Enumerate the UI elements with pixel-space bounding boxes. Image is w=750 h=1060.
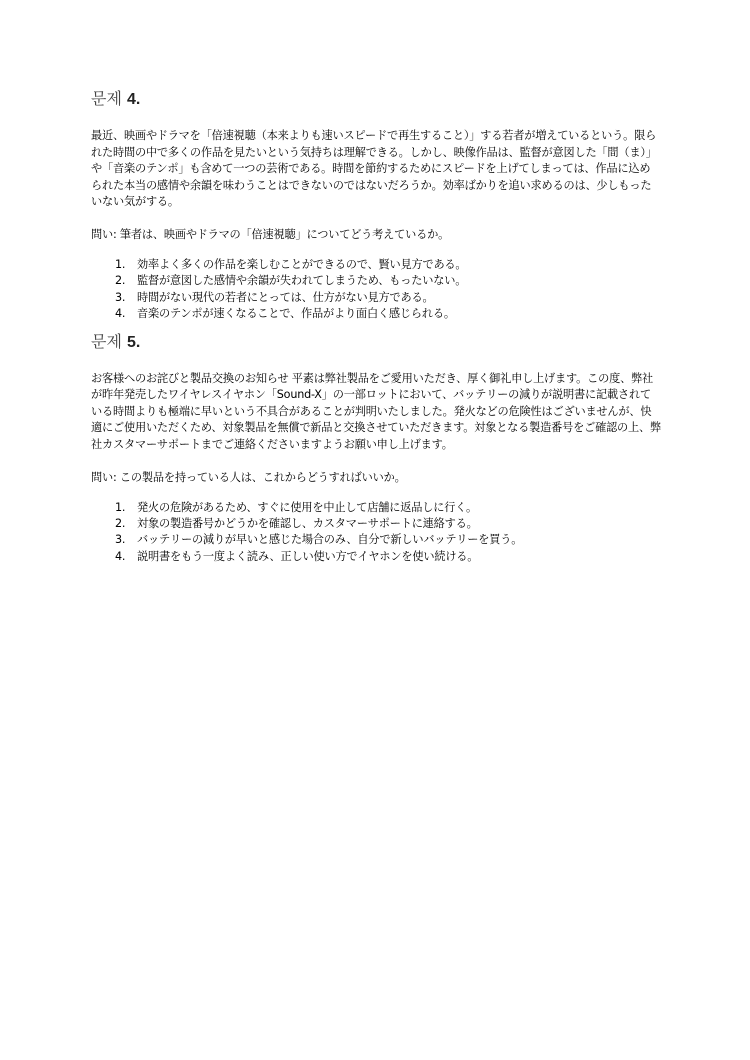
option-text: バッテリーの減りが早いと感じた場合のみ、自分で新しいバッテリーを買う。	[137, 533, 523, 547]
problem-heading	[91, 331, 661, 353]
document-page	[91, 88, 661, 573]
option-number: 4.	[115, 307, 126, 321]
problem-heading	[91, 88, 661, 110]
option-number: 1.	[115, 257, 126, 271]
option-text: 対象の製造番号かどうかを確認し、カスタマーサポートに連絡する。	[137, 516, 478, 530]
answer-option	[115, 532, 661, 548]
answer-option	[115, 273, 661, 289]
answer-options	[91, 500, 661, 566]
option-text: 発火の危険があるため、すぐに使用を中止して店舗に返品しに行く。	[137, 500, 477, 514]
question: 問い: この製品を持っている人は、これからどうすればいいか。	[91, 470, 406, 484]
answer-options	[91, 257, 661, 323]
option-text: 説明書をもう一度よく読み、正しい使い方でイヤホンを使い続ける。	[137, 549, 479, 563]
answer-option	[115, 516, 661, 532]
answer-option	[115, 549, 661, 565]
option-number: 2.	[115, 274, 126, 288]
option-number: 2.	[115, 516, 126, 530]
heading-number: 4.	[127, 91, 141, 108]
heading-number: 5.	[127, 333, 141, 351]
heading-prefix: 문제	[91, 331, 122, 351]
option-text: 音楽のテンポが速くなることで、作品がより面白く感じられる。	[137, 307, 455, 321]
question: 問い: 筆者は、映画やドラマの「倍速視聴」についてどう考えているか。	[91, 227, 450, 241]
heading-prefix: 문제	[91, 89, 122, 108]
problem-4	[91, 88, 661, 323]
answer-option	[115, 290, 661, 306]
answer-option	[115, 306, 661, 322]
option-number: 1.	[115, 500, 126, 514]
option-number: 3.	[115, 533, 126, 547]
option-number: 4.	[115, 549, 126, 563]
option-text: 時間がない現代の若者にとっては、仕方がない見方である。	[137, 290, 434, 304]
answer-option	[115, 500, 661, 516]
option-number: 3.	[115, 290, 126, 304]
option-text: 効率よく多くの作品を楽しむことができるので、賢い見方である。	[137, 257, 467, 271]
passage: 最近、映画やドラマを「倍速視聴（本来よりも速いスピードで再生すること）」する若者が増えているという。限られた時間の中で多くの作品を見たいという気持ちは理解できる。しかし、映像作品は、監督が意図した「間（ま）」や「音楽のテンポ」も含めて一つの芸術である。時間を節約するためにスピードを上げてしまっては、作品に込められた本当の感情や余韻を味わうことはできないのではないだろうか。効率ばかりを追い求めるのは、少しもったいない気がする。	[91, 129, 657, 209]
option-text: 監督が意図した感情や余韻が失われてしまうため、もったいない。	[137, 274, 467, 288]
passage: お客様へのお詫びと製品交換のお知らせ 平素は弊社製品をご愛用いただき、厚く御礼申し上げます。この度、弊社が昨年発売したワイヤレスイヤホン「Sound-X」の一部ロットにおいて、バッテリーの減りが説明書に記載されている時間よりも極端に早いという不具合があることが判明いたしました。発火などの危険性はございませんが、快適にご使用いただくため、対象製品を無償で新品と交換させていただきます。対象となる製造番号をご確認の上、弊社カスタマーサポートまでご連絡くださいますようお願い申し上げます。	[91, 371, 662, 451]
problem-5	[91, 331, 661, 566]
answer-option	[115, 257, 661, 273]
